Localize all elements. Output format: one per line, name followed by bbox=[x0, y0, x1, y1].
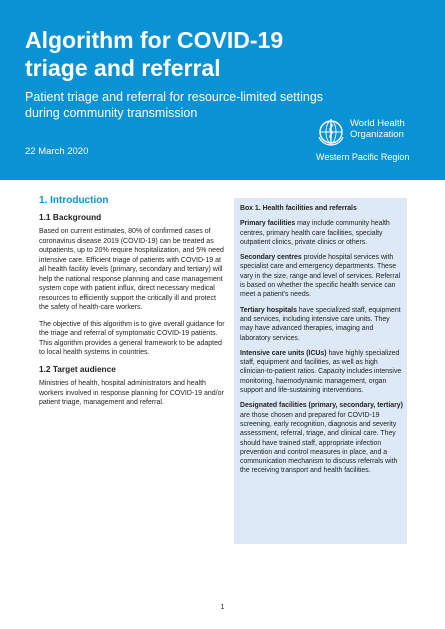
box-entry bbox=[240, 349, 403, 395]
background-paragraph-1: Based on current estimates, 80% of confirmed cases of coronavirus disease 2019 (COVID-19) can be treated as outpatients, up to 20% require hospitalization, and 5% need intensive care. Efficient triage of patients with COVID-19 at all health facility levels (primary, secondary and tertiary) will help the national response planning and case management system cope with patient influx, direct necessary medical resources to efficiently support the critically ill and protect the safety of health-care workers. bbox=[39, 228, 224, 311]
entry-text: may include community health centres, primary health care facilities, specialty outpatient clinics, private clinics or others. bbox=[240, 220, 390, 246]
health-facilities-box bbox=[234, 198, 407, 544]
section-heading: 1. Introduction bbox=[39, 195, 109, 206]
entry-term: Tertiary hospitals bbox=[240, 306, 297, 314]
target-audience-heading: 1.2 Target audience bbox=[39, 363, 116, 374]
entry-term: Primary facilities bbox=[240, 220, 296, 228]
publication-date: 22 March 2020 bbox=[25, 146, 89, 157]
who-name: World Health Organization bbox=[350, 118, 405, 140]
document-subtitle: Patient triage and referral for resource-limited settings during community transmission bbox=[25, 90, 324, 120]
entry-text: have highly specialized staff, equipment and facilities, as well as high clinician-to-patient ratios. Capacity includes intensive monitoring, haemodynamic management, organ support and life-sustaining interventions. bbox=[240, 349, 402, 395]
document-title: Algorithm for COVID-19 triage and referral bbox=[25, 27, 284, 81]
main-column bbox=[39, 196, 225, 415]
entry-term: Intensive care units (ICUs) bbox=[240, 349, 327, 357]
box-title: Box 1. Health facilities and referrals bbox=[240, 205, 357, 212]
who-region: Western Pacific Region bbox=[316, 152, 410, 162]
box-entry bbox=[240, 219, 403, 247]
background-heading: 1.1 Background bbox=[39, 211, 102, 222]
entry-term: Secondary centres bbox=[240, 254, 302, 262]
entry-term: Designated facilities (primary, secondary, tertiary) bbox=[240, 402, 403, 410]
page-number: 1 bbox=[220, 604, 225, 611]
box-entry bbox=[240, 253, 403, 299]
box-entry bbox=[240, 306, 403, 343]
entry-text: are those chosen and prepared for COVID-19 screening, early recognition, diagnosis and severity assessment, referral, triage, and clinical care. They should have trained staff, appropriate infection prevention and control measures in place, and a communication mechanism to discuss referrals with the receiving transport and health facilities. bbox=[240, 411, 398, 475]
box-entry bbox=[240, 401, 403, 475]
background-paragraph-2: The objective of this algorithm is to give overall guidance for the triage and referral of symptomatic COVID-19 patients. This algorithm provides a general framework to be adapted to local health systems in countries. bbox=[39, 320, 225, 356]
who-logo bbox=[316, 117, 441, 167]
entry-text: have specialized staff, equipment and services, including intensive care units. They may have advanced therapies, imaging and laboratory services. bbox=[240, 306, 401, 342]
who-emblem-icon bbox=[316, 117, 346, 147]
entry-text: provide hospital services with specialist care and emergency departments. These vary in the size, range and level of services. Referral is based on whether the specific health service can meet a patient's needs. bbox=[240, 254, 401, 299]
target-audience-paragraph: Ministries of health, hospital administrators and health workers involved in response planning for COVID-19 and/or patient triage, management and referral. bbox=[39, 380, 224, 406]
header-banner bbox=[0, 0, 445, 180]
